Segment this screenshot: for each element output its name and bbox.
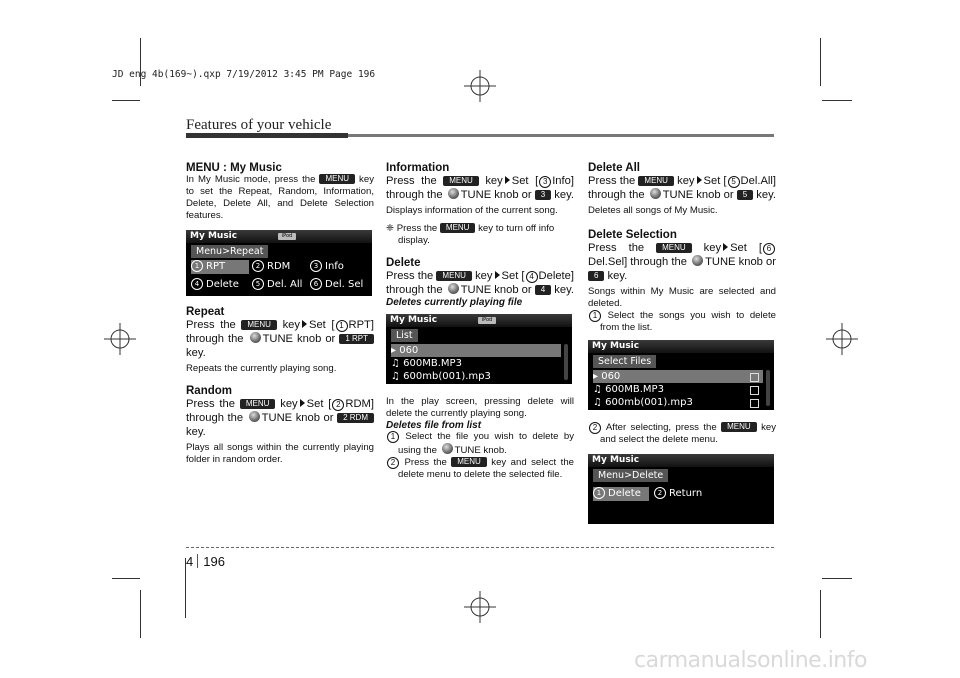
- delall-desc: Deletes all songs of My Music.: [588, 205, 718, 216]
- delete-sub2: Deletes file from list: [386, 420, 482, 431]
- delete-heading: Delete: [386, 257, 421, 269]
- registration-mark-icon: [826, 323, 858, 355]
- ipod-badge: iPod: [278, 233, 296, 240]
- menu-key: MENU: [443, 176, 479, 186]
- repeat-heading: Repeat: [186, 306, 225, 318]
- delete-sub1: Deletes currently playing file: [386, 297, 523, 308]
- screen-menu-label: Select Files: [593, 355, 656, 368]
- arrow-right-icon: [505, 176, 510, 184]
- menu-heading: MENU : My Music: [186, 162, 282, 174]
- menu-key: MENU: [319, 174, 355, 184]
- menu-key: MENU: [656, 243, 692, 253]
- checkbox[interactable]: [750, 373, 759, 382]
- menu-item-rdm[interactable]: 2 RDM: [252, 260, 290, 274]
- delall-instructions: Press the MENU key Set [ 5 Del.All] through the TUNE knob or 5 key.: [588, 175, 776, 201]
- random-heading: Random: [186, 385, 232, 397]
- arrow-right-icon: [723, 243, 728, 251]
- screen-select-files: [588, 340, 774, 410]
- key-6: 6: [588, 271, 604, 281]
- info-note: ❈ Press the MENU key to turn off info display.: [386, 223, 555, 246]
- info-desc: Displays information of the current song.: [386, 205, 558, 216]
- checkbox[interactable]: [750, 399, 759, 408]
- bottom-rule: [186, 547, 774, 548]
- menu-key: MENU: [638, 176, 674, 186]
- key-3: 3: [535, 190, 551, 200]
- repeat-instructions: Press the MENU key Set [ 1 RPT] through the TUNE knob or 1 RPT key.: [186, 319, 374, 359]
- menu-key: MENU: [440, 223, 476, 233]
- rpt-key: 1 RPT: [339, 334, 374, 344]
- list-item[interactable]: ♫ 600MB.MP3: [593, 384, 664, 395]
- registration-mark-icon: [464, 591, 496, 623]
- column-2: [386, 162, 574, 481]
- crop-mark: [822, 578, 852, 579]
- scrollbar[interactable]: [766, 370, 770, 406]
- random-desc: Plays all songs within the currently playing folder in random order.: [186, 442, 374, 465]
- ipod-badge: iPod: [478, 317, 496, 324]
- registration-mark-icon: [464, 70, 496, 102]
- arrow-right-icon: [302, 320, 307, 328]
- delete-desc: In the play screen, pressing delete will delete the currently playing song.: [386, 396, 574, 419]
- tune-knob-icon: [650, 188, 661, 199]
- arrow-right-icon: [495, 271, 500, 279]
- info-instructions: Press the MENU key Set [ 3 Info] through the TUNE knob or 3 key.: [386, 175, 574, 201]
- screen-menu-label: Menu>Delete: [593, 469, 668, 482]
- list-item[interactable]: ♫ 600mb(001).mp3: [391, 371, 491, 382]
- menu-item-rpt[interactable]: 1 RPT: [191, 260, 249, 274]
- crop-mark: [112, 100, 140, 101]
- tune-knob-icon: [448, 188, 459, 199]
- screen-title: My Music: [390, 315, 438, 325]
- menu-key: MENU: [451, 457, 487, 467]
- intro-text: In My Music mode, press the MENU key to set the Repeat, Random, Information, Delete, Delete All, and Delete Selection features.: [186, 174, 374, 221]
- screen-menu-label: Menu>Repeat: [191, 245, 268, 258]
- crop-mark: [822, 100, 852, 101]
- crop-mark: [820, 38, 821, 86]
- delsel-instructions: Press the MENU key Set [ 6Del.Sel] through the TUNE knob or 6 key.: [588, 242, 776, 282]
- watermark: carmanualsonline.info: [634, 648, 867, 673]
- repeat-desc: Repeats the currently playing song.: [186, 363, 337, 374]
- tune-knob-icon: [448, 283, 459, 294]
- crop-mark: [140, 590, 141, 638]
- list-item[interactable]: ♫ 600mb(001).mp3: [593, 397, 693, 408]
- menu-item-del-all[interactable]: 5 Del. All: [252, 278, 302, 292]
- registration-mark-icon: [104, 323, 136, 355]
- arrow-right-icon: [697, 176, 702, 184]
- menu-key: MENU: [721, 422, 757, 432]
- delall-heading: Delete All: [588, 162, 640, 174]
- menu-item-return[interactable]: 2 Return: [654, 487, 702, 501]
- menu-key: MENU: [240, 399, 276, 409]
- menu-item-del-sel[interactable]: 6 Del. Sel: [310, 278, 363, 292]
- section-title: Features of your vehicle: [186, 117, 332, 133]
- delete-step-2: 2 Press the MENU key and select the delete menu to delete the selected file.: [386, 457, 574, 481]
- menu-key: MENU: [241, 320, 277, 330]
- screen-repeat: [186, 230, 372, 296]
- tune-knob-icon: [692, 255, 703, 266]
- screen-title: My Music: [592, 455, 640, 465]
- menu-key: MENU: [436, 271, 472, 281]
- scrollbar[interactable]: [564, 344, 568, 380]
- info-heading: Information: [386, 162, 450, 174]
- tune-knob-icon: [249, 411, 260, 422]
- delsel-step-2: 2 After selecting, press the MENU key and select the delete menu.: [588, 422, 776, 446]
- title-rule-accent: [186, 133, 348, 138]
- list-item[interactable]: ▸ 060: [593, 370, 763, 383]
- rdm-key: 2 RDM: [337, 413, 374, 423]
- random-instructions: Press the MENU key Set [ 2 RDM] through the TUNE knob or 2 RDM key.: [186, 398, 374, 438]
- key-5: 5: [737, 190, 753, 200]
- list-item[interactable]: ♫ 600MB.MP3: [391, 358, 462, 369]
- screen-delete-menu: [588, 454, 774, 524]
- menu-item-delete[interactable]: 4 Delete: [191, 278, 239, 292]
- list-item[interactable]: ▸ 060: [391, 344, 561, 357]
- key-4: 4: [535, 285, 551, 295]
- menu-item-info[interactable]: 3 Info: [310, 260, 344, 274]
- tune-knob-icon: [250, 332, 261, 343]
- crop-mark: [112, 578, 140, 579]
- screen-title: My Music: [592, 341, 640, 351]
- delete-step-1: 1 Select the file you wish to delete by using the TUNE knob.: [386, 431, 574, 457]
- print-header: JD eng 4b(169~).qxp 7/19/2012 3:45 PM Page 196: [112, 69, 376, 80]
- tune-knob-icon: [442, 443, 453, 454]
- screen-list: [386, 314, 572, 384]
- delsel-step-1: 1 Select the songs you wish to delete from the list.: [588, 310, 776, 334]
- delsel-desc: Songs within My Music are selected and deleted.: [588, 286, 776, 309]
- checkbox[interactable]: [750, 386, 759, 395]
- column-3: [588, 162, 776, 524]
- column-1: [186, 162, 374, 466]
- delete-instructions: Press the MENU key Set [ 4 Delete] through the TUNE knob or 4 key.: [386, 270, 574, 296]
- screen-title: My Music: [190, 231, 238, 241]
- crop-mark: [820, 590, 821, 638]
- page-number: 4 196: [186, 554, 225, 569]
- menu-item-delete[interactable]: 1 Delete: [593, 487, 649, 501]
- delsel-heading: Delete Selection: [588, 229, 677, 241]
- screen-menu-label: List: [391, 329, 418, 342]
- arrow-right-icon: [300, 399, 305, 407]
